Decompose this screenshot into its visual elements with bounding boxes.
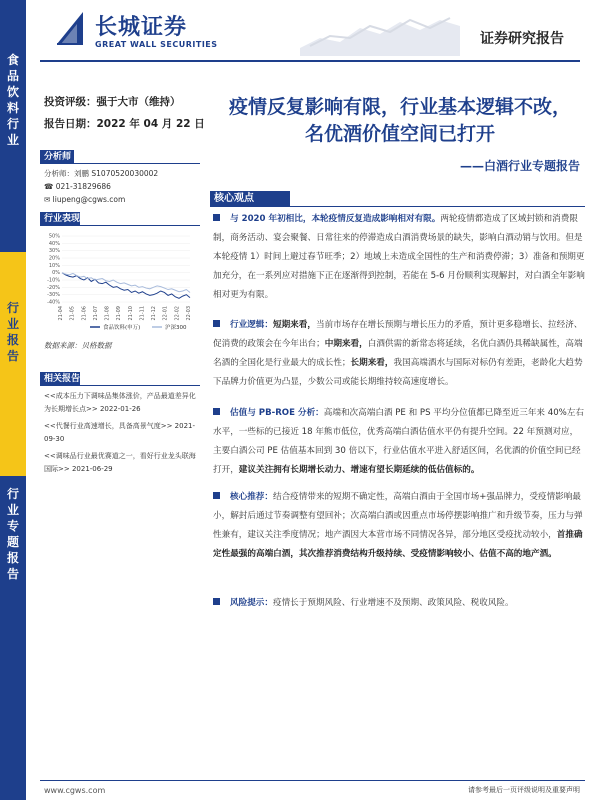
report-type-label: 证券研究报告 [480,31,564,47]
related-section-title: 相关报告 [40,372,80,386]
analyst-name: 分析师：刘鹏 S1070520030002 [44,169,159,178]
bullet-icon [213,214,220,221]
sidebar-highlight [0,252,26,476]
header-divider [40,60,580,62]
x-tick-label: 21-12 [151,306,158,321]
y-tick-label: 20% [48,255,60,262]
phone-icon: ☎ [44,182,56,191]
core-section-title: 核心观点 [210,191,290,207]
sidebar-industry-label: 食 品 饮 料 行 业 [6,53,19,147]
core-point-5: 风险提示：疫情长于预期风险、行业增速不及预期、政策风险、税收风险。 [213,594,585,613]
x-tick-label: 21-08 [104,306,111,321]
bullet-icon [213,320,220,327]
legend-label: 食品饮料(申万) [103,325,141,331]
x-tick-label: 21-09 [116,306,123,321]
related-report-2[interactable]: <<代餐行业高速增长，具备高景气度>> 2021-09-30 [44,422,196,443]
related-divider [40,385,200,386]
sidebar-section-label: 行 业 报 告 [6,301,19,363]
trend-section-title: 行业表现 [40,212,80,226]
report-date: 报告日期：2022 年 04 月 22 日 [44,118,205,130]
core-point-2: 行业逻辑：短期来看，当前市场存在增长预期与增长压力的矛盾，预计更多稳增长、拉经济、促消费的政策会在今年出台；中期来看，白酒供需的新常态将延续，名优白酒仍具稀缺属性，高端名酒的全国化是行业最大的成长性；长期来看，我国高端酒水与国际对标仍有差距，老龄化大趋势下品牌力价值更为凸显，少数公司或能长期维持较高速度增长。 [213,320,583,387]
company-logo-icon [55,10,85,46]
core-point-3: 估值与 PB-ROE 分析：高端和次高端白酒 PE 和 PS 平均分位值都已降至近三年来 40%左右水平，一些标的已接近 18 年熊市低位，优秀高端白酒估值水平仍有提升空间。22 年预测对应，主要白酒公司 PE 估值基本回到 30 倍以下，行业估值水平进入舒适区间，名优酒的价值空间已经打开，建议关注拥有长期增长动力、增速有望长期延续的低估值标的。 [213,408,585,475]
x-tick-label: 21-10 [127,306,134,321]
analyst-email[interactable]: ✉ liupeng@cgws.com [44,195,126,204]
report-title-line1: 疫情反复影响有限，行业基本逻辑不改， [228,96,571,118]
trend-divider [40,225,200,226]
great-wall-decoration-icon [300,8,460,56]
core-point-4: 核心推荐：结合疫情带来的短期不确定性，高端白酒由于全国市场+强品牌力，受疫情影响最小，解封后通过节奏调整有望回补；次高端白酒或因重点市场停摆影响推广和升级节奏，压力与弹性兼有，建议关注季度情况；地产酒因大本营市场不同情况各异，部分地区受疫扰动较小，首推确定性最强的高端白酒，其次推荐消费结构升级持续、受疫情影响较小、估值不高的地产酒。 [213,492,583,559]
bullet-icon [213,408,220,415]
logo-english-name: GREAT WALL SECURITIES [95,40,218,49]
y-tick-label: 10% [48,262,60,269]
x-tick-label: 21-05 [69,306,76,321]
x-tick-label: 21-11 [139,306,146,321]
core-point-1: 与 2020 年初相比，本轮疫情反复造成影响相对有限。两轮疫情都造成了区域封锁和消费限制，商务活动、宴会聚餐、日常往来的停滞造成白酒消费场景的缺失，影响白酒动销与饮用。但是本轮疫情 1）时间上避过春节旺季；2）地域上未造成全国性的生产和消费停滞；3）准备和预期更加充分，在一系列应对措施下正在逐渐得到控制，若能在 5-6 月份顺利实现解封，对白酒全年影响相对更为有限。 [213,214,585,300]
y-tick-label: 40% [48,240,60,247]
report-subtitle: ——白酒行业专题报告 [459,159,580,173]
footer-website[interactable]: www.cgws.com [44,786,106,795]
related-report-3[interactable]: <<调味品行业最优赛道之一，看好行业龙头联海国际>> 2021-06-29 [44,452,196,473]
related-report-1[interactable]: <<成本压力下调味品集体涨价，产品最道差异化为长期增长点>> 2022-01-26 [44,392,196,413]
analyst-phone: ☎ 021-31829686 [44,182,111,191]
analyst-divider [40,163,200,164]
x-tick-label: 22-03 [186,306,192,321]
investment-rating: 投资评级：强于大市（维持） [44,96,181,108]
y-tick-label: 0% [52,270,60,277]
bullet-icon [213,492,220,499]
logo-chinese-name: 长城证券 [95,15,188,40]
footer-disclaimer: 请参考最后一页评级说明及重要声明 [468,786,580,794]
bullet-icon [213,598,220,605]
report-title-line2: 名优酒价值空间已打开 [304,123,495,145]
x-tick-label: 21-06 [81,306,88,321]
industry-performance-chart [40,230,200,335]
chart-source: 数据来源：贝格数据 [44,341,112,350]
y-tick-label: -10% [47,277,60,284]
y-tick-label: -40% [47,299,60,306]
x-tick-label: 22-02 [174,306,181,321]
y-tick-label: -20% [47,284,60,291]
x-tick-label: 21-07 [92,306,99,321]
legend-label: 沪深300 [165,325,187,331]
y-tick-label: 50% [48,233,60,240]
x-tick-label: 21-04 [58,306,64,321]
analyst-section-title: 分析师 [40,150,74,164]
sidebar-subsection-label: 行 业 专 题 报 告 [6,487,19,581]
email-icon: ✉ [44,195,53,204]
y-tick-label: -30% [47,292,60,299]
y-tick-label: 30% [48,248,60,255]
footer-divider [40,780,585,781]
x-tick-label: 22-01 [162,306,169,321]
core-divider [210,206,585,207]
